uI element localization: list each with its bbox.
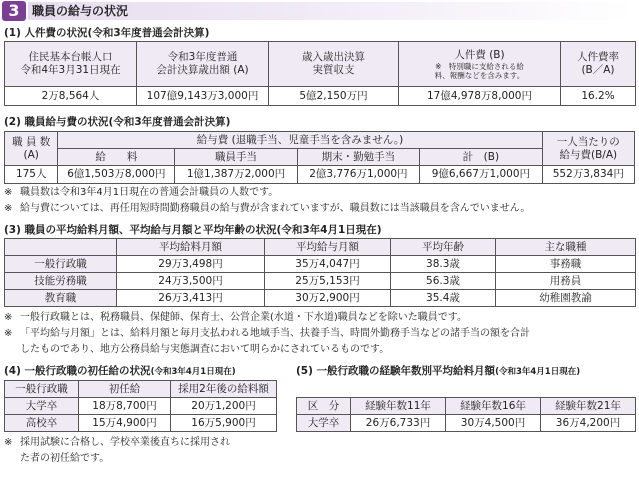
row-label: 大学卒 [297,415,351,432]
header-per-person: 一人当たりの 給与費(B/A) [542,132,634,166]
value-total: 9億6,667万1,000円 [420,166,542,184]
header-staff-count: 職 員 数 (A) [5,132,58,166]
header-category: 一般行政職 [5,381,79,398]
header-allowance: 職員手当 [175,149,297,166]
value-allowance: 1億1,387万2,000円 [175,166,297,184]
header-exp-16: 経験年数16年 [446,398,541,415]
cell-avg-age: 56.3歳 [391,273,496,290]
header-avg-age: 平均年齢 [391,239,496,256]
s3-note-1: ※ 一般行政職とは、税務職員、保健師、保育士、公営企業(水道・下水道)職員などを除いた職員です。 [4,312,468,323]
header-exp-21: 経験年数21年 [541,398,636,415]
value-expenditure: 107億9,143万3,000円 [137,87,269,106]
s3-note-2-cont: したものであり、地方公務員給与実態調査において明らかにされているものです。 [20,344,390,355]
s2-title: (2) 職員給与費の状況(令和3年度普通会計決算) [4,116,231,128]
cell-exp-16: 30万4,500円 [446,415,541,432]
table-row [297,415,636,432]
header-pay-after-2y: 採用2年後の給料額 [171,381,277,398]
header-starting-pay: 初任給 [79,381,171,398]
cell-avg-age: 35.4歳 [391,290,496,307]
cell-starting-pay: 18万8,700円 [79,398,171,415]
header-real-balance: 歳入歳出決算 実質収支 [269,42,399,87]
value-pay: 6億1,503万8,000円 [58,166,175,184]
header-bonus: 期末・勤勉手当 [297,149,419,166]
row-label: 高校卒 [5,415,79,432]
header-population: 住民基本台帳人口 令和4年3月31日現在 [5,42,137,87]
cell-avg-pay: 29万3,498円 [117,256,265,273]
s1-title: (1) 人件費の状況(令和3年度普通会計決算) [4,27,210,39]
cell-pay-after-2y: 20万1,200円 [171,398,277,415]
cell-exp-21: 36万4,200円 [541,415,636,432]
header-personnel-ratio: 人件費率 (B／A) [561,42,636,87]
value-population: 2万8,564人 [5,87,137,106]
header-main-job: 主な職種 [496,239,636,256]
table-row [5,290,636,307]
s4-note-1: ※ 採用試験に合格し、学校卒業後直ちに採用され [4,437,230,448]
header-pay: 給 料 [58,149,175,166]
cell-avg-salary: 25万5,153円 [265,273,391,290]
value-staff-count: 175人 [5,166,58,184]
value-personnel-ratio: 16.2% [561,87,636,106]
s3-title: (3) 職員の平均給料月額、平均給与月額と平均年齢の状況(令和3年4月1日現在) [4,224,382,236]
s4-title: (4) 一般行政職の初任給の状況(令和3年4月1日現在) [4,365,236,377]
s4-note-1-cont: た者の初任給です。 [20,453,110,464]
header-avg-pay: 平均給料月額 [117,239,265,256]
header-salary-group: 給与費 (退職手当、児童手当を含みません。) [58,132,542,149]
table-row [5,273,636,290]
header-expenditure: 令和3年度普通 会計決算歳出額 (A) [137,42,269,87]
section-number-badge: 3 [2,1,26,21]
cell-starting-pay: 15万4,900円 [79,415,171,432]
table-row [5,256,636,273]
section-title: 職員の給与の状況 [32,4,129,18]
cell-exp-11: 26万6,733円 [351,415,446,432]
header-personnel-cost: 人件費 (B) ※ 特別職に支給される給 料、報酬などを含みます。 [399,42,561,87]
row-label: 教育職 [5,290,117,307]
header-blank [5,239,117,256]
cell-main-job: 幼稚園教諭 [496,290,636,307]
personnel-cost-table [4,41,636,106]
average-salary-table [4,238,636,307]
row-label: 大学卒 [5,398,79,415]
experience-salary-table [296,397,636,432]
row-label: 技能労務職 [5,273,117,290]
s5-title: (5) 一般行政職の経験年数別平均給料月額(令和3年4月1日現在) [296,365,581,377]
salary-cost-table [4,131,635,184]
value-bonus: 2億3,776万1,000円 [297,166,419,184]
starting-salary-table [4,380,277,432]
s2-note-2: ※ 給与費については、再任用短時間勤務職員の給与費が含まれていますが、職員数には当該職員を含んでいません。 [4,203,531,214]
value-per-person: 552万3,834円 [542,166,634,184]
cell-pay-after-2y: 16万5,900円 [171,415,277,432]
s2-note-1: ※ 職員数は令和3年4月1日現在の普通会計職員の人数です。 [4,187,279,198]
value-real-balance: 5億2,150万円 [269,87,399,106]
cell-main-job: 用務員 [496,273,636,290]
value-personnel-cost: 17億4,978万8,000円 [399,87,561,106]
header-total: 計 (B) [420,149,542,166]
header-exp-11: 経験年数11年 [351,398,446,415]
header-category: 区 分 [297,398,351,415]
s3-note-2: ※ 「平均給与月額」とは、給料月額と毎月支払われる地域手当、扶養手当、時間外勤務手当などの諸手当の額を合計 [4,328,530,339]
cell-main-job: 事務職 [496,256,636,273]
header-avg-salary: 平均給与月額 [265,239,391,256]
cell-avg-salary: 30万2,900円 [265,290,391,307]
cell-avg-pay: 24万3,500円 [117,273,265,290]
cell-avg-pay: 26万3,413円 [117,290,265,307]
table-row [5,415,277,432]
section-header [0,0,639,22]
cell-avg-age: 38.3歳 [391,256,496,273]
row-label: 一般行政職 [5,256,117,273]
table-row [5,398,277,415]
cell-avg-salary: 35万4,047円 [265,256,391,273]
